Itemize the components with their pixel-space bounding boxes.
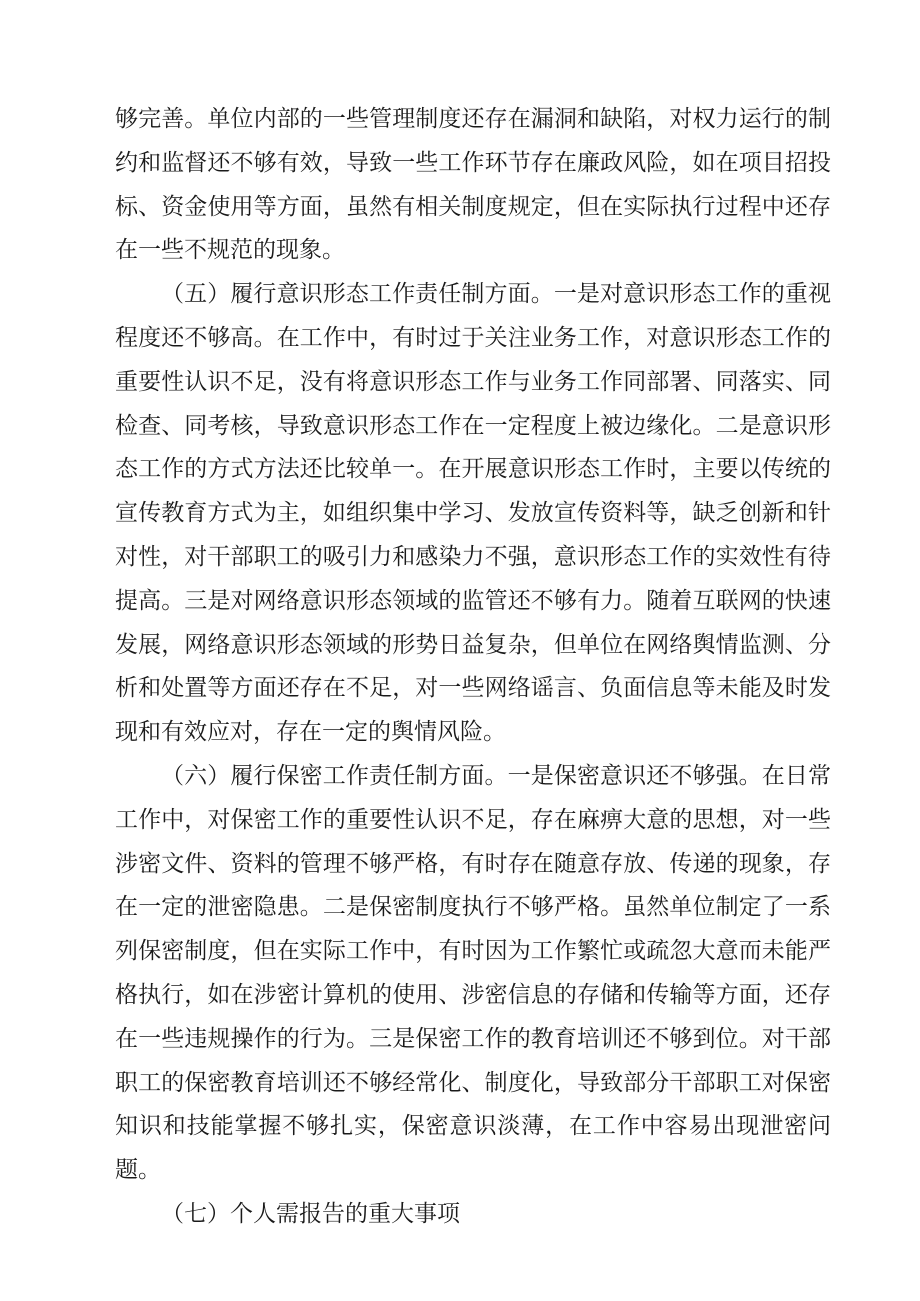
paragraph-section-7-heading: （七）个人需报告的重大事项: [161, 1200, 460, 1227]
paragraph-section-6: （六）履行保密工作责任制方面。一是保密意识还不够强。在日常工作中，对保密工作的重要性认识不足，存在麻痹大意的思想，对一些涉密文件、资料的管理不够严格，有时存在随意存放、传递的现象，存在一定的泄密隐患。二是保密制度执行不够严格。虽然单位制定了一系列保密制度，但在实际工作中，有时因为工作繁忙或疏忽大意而未能严格执行，如在涉密计算机的使用、涉密信息的存储和传输等方面，还存在一些违规操作的行为。三是保密工作的教育培训还不够到位。对干部职工的保密教育培训还不够经常化、制度化，导致部分干部职工对保密知识和技能掌握不够扎实，保密意识淡薄，在工作中容易出现泄密问题。: [115, 762, 831, 1184]
document-body: [115, 98, 831, 1237]
paragraph-continuation: 够完善。单位内部的一些管理制度还存在漏洞和缺陷，对权力运行的制约和监督还不够有效，导致一些工作环节存在廉政风险，如在项目招投标、资金使用等方面，虽然有相关制度规定，但在实际执行过程中还存在一些不规范的现象。: [115, 106, 831, 264]
paragraph-section-5: （五）履行意识形态工作责任制方面。一是对意识形态工作的重视程度还不够高。在工作中，有时过于关注业务工作，对意识形态工作的重要性认识不足，没有将意识形态工作与业务工作同部署、同落实、同检查、同考核，导致意识形态工作在一定程度上被边缘化。二是意识形态工作的方式方法还比较单一。在开展意识形态工作时，主要以传统的宣传教育方式为主，如组织集中学习、发放宣传资料等，缺乏创新和针对性，对干部职工的吸引力和感染力不强，意识形态工作的实效性有待提高。三是对网络意识形态领域的监管还不够有力。随着互联网的快速发展，网络意识形态领域的形势日益复杂，但单位在网络舆情监测、分析和处置等方面还存在不足，对一些网络谣言、负面信息等未能及时发现和有效应对，存在一定的舆情风险。: [115, 281, 831, 746]
